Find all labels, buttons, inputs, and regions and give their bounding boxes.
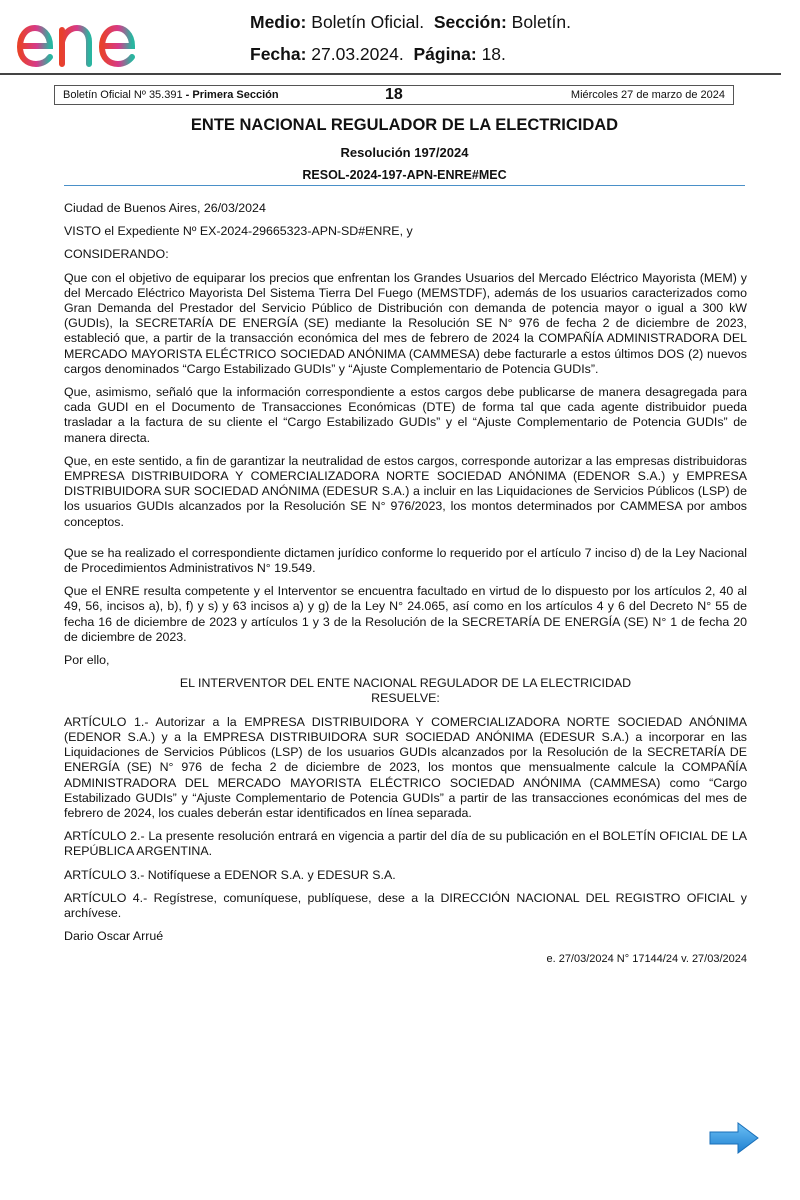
bulletin-page: 18	[385, 86, 403, 103]
paragraph: CONSIDERANDO:	[64, 247, 169, 262]
seccion-label: Sección:	[433, 12, 507, 32]
bulletin-number: Boletín Oficial Nº 35.391	[63, 89, 183, 101]
clipping-metadata	[250, 6, 571, 70]
paragraph: Que, asimismo, señaló que la información correspondiente a estos cargos debe publicarse de manera desagregada para cada GUDI en el Documento de Transacciones Económicas (DTE) de forma tal que cada agente distribuidor pueda trasladar a la factura de su cliente el “Cargo Estabilizado GUDIs” y el “Ajuste Complementario de Potencia GUDIs” de manera directa.	[64, 385, 747, 445]
paragraph: Ciudad de Buenos Aires, 26/03/2024	[64, 201, 266, 215]
seccion-value: Boletín.	[511, 12, 572, 32]
medio-value: Boletín Oficial.	[311, 12, 425, 32]
article: ARTÍCULO 1.- Autorizar a la EMPRESA DISTRIBUIDORA Y COMERCIALIZADORA NORTE SOCIEDAD ANÓNIMA (EDENOR S.A.) y a la EMPRESA DISTRIBUIDORA SUR SOCIEDAD ANÓNIMA (EDESUR S.A.) a incorporar en las Liquidaciones de Servicios Públicos (LSP) de los usuarios GUDIs alcanzados por la Resolución de la SECRETARÍA DE ENERGÍA (SE) N° 976 de fecha 2 de diciembre de 2023, los montos que mensualmente calcule la COMPAÑÍA ADMINISTRADORA DEL MERCADO MAYORISTA ELÉCTRICO SOCIEDAD ANÓNIMA (CAMMESA) como “Cargo Estabilizado GUDIs” y “Ajuste Complementario de Potencia GUDIs” a partir de las transacciones económicas del mes de febrero de 2024, los cuales deberán estar identificados en línea separada.	[64, 714, 747, 820]
bulletin-info	[63, 89, 571, 101]
medio-label: Medio:	[250, 12, 307, 32]
title-divider	[64, 185, 745, 186]
enel-logo	[14, 6, 180, 70]
publication-footer: e. 27/03/2024 N° 17144/24 v. 27/03/2024	[546, 953, 747, 966]
meta-line-1	[250, 6, 571, 38]
bulletin-date: Miércoles 27 de marzo de 2024	[570, 89, 725, 101]
paragraph: Que el ENRE resulta competente y el Interventor se encuentra facultado en virtud de lo dispuesto por los artículos 2, 40 al 49, 56, incisos a), b), f) y s) y 63 incisos a) y g) de la Ley N° 24.065, así como en los artículos 4 y 6 del Decreto N° 55 de fecha 16 de diciembre de 2023 y artículos 1 y 3 de la Resolución de la SECRETARÍA DE ENERGÍA (SE) N° 1 de fecha 20 de diciembre de 2023.	[64, 584, 747, 644]
meta-line-2	[250, 38, 571, 70]
paragraph: VISTO el Expediente Nº EX-2024-29665323-APN-SD#ENRE, y	[64, 224, 413, 239]
bulletin-section: - Primera Sección	[185, 89, 279, 101]
document-title	[64, 112, 745, 188]
pagina-value: 18.	[481, 44, 506, 64]
fecha-label: Fecha:	[250, 44, 307, 64]
resolution-code: RESOL-2024-197-APN-ENRE#MEC	[302, 168, 507, 182]
pagina-label: Página:	[413, 44, 477, 64]
paragraph: Por ello,	[64, 653, 110, 668]
resolution-number: Resolución 197/2024	[340, 145, 469, 160]
authority: EL INTERVENTOR DEL ENTE NACIONAL REGULADOR DE LA ELECTRICIDAD	[179, 676, 632, 691]
article: ARTÍCULO 2.- La presente resolución entrará en vigencia a partir del día de su publicación en el BOLETÍN OFICIAL DE LA REPÚBLICA ARGENTINA.	[64, 829, 747, 859]
paragraph: Que se ha realizado el correspondiente dictamen jurídico conforme lo requerido por el artículo 7 inciso d) de la Ley Nacional de Procedimientos Administrativos N° 19.549.	[64, 545, 747, 576]
bulletin-header	[54, 85, 734, 105]
signature: Dario Oscar Arrué	[64, 929, 164, 944]
paragraph: Que, en este sentido, a fin de garantizar la neutralidad de estos cargos, corresponde autorizar a las empresas distribuidoras EMPRESA DISTRIBUIDORA Y COMERCIALIZADORA NORTE SOCIEDAD ANÓNIMA (EDENOR S.A.) y EMPRESA DISTRIBUIDORA SUR SOCIEDAD ANÓNIMA (EDESUR S.A.) a incluir en las Liquidaciones de Servicios Públicos (LSP) de los usuarios GUDIs alcanzados por la Resolución SE N° 976/2023, los montos determinados por CAMMESA por ambos conceptos.	[64, 453, 747, 529]
entity-name: ENTE NACIONAL REGULADOR DE LA ELECTRICIDAD	[190, 116, 619, 134]
article: ARTÍCULO 4.- Regístrese, comuníquese, publíquese, dese a la DIRECCIÓN NACIONAL DEL REGISTRO OFICIAL y archívese.	[64, 890, 747, 920]
header-divider	[0, 73, 781, 75]
paragraph: Que con el objetivo de equiparar los precios que enfrentan los Grandes Usuarios del Mercado Eléctrico Mayorista (MEM) y del Mercado Eléctrico Mayorista Del Sistema Tierra Del Fuego (MEMSTDF), además de los usuarios caracterizados como Gran Demanda del Prestador del Servicio Público de Distribución con demanda de potencia mayor o igual a 300 kW (GUDIs), la SECRETARÍA DE ENERGÍA (SE) mediante la Resolución SE N° 976 de fecha 2 de diciembre de 2023, estableció que, a partir de la transacción económica del mes de febrero de 2024 la COMPAÑÍA ADMINISTRADORA DEL MERCADO MAYORISTA ELÉCTRICO SOCIEDAD ANÓNIMA (CAMMESA) debe facturarle a estos últimos DOS (2) nuevos cargos denominados “Cargo Estabilizado GUDIs” y “Ajuste Complementario de Potencia GUDIs”.	[64, 270, 747, 376]
arrow-right-icon[interactable]	[708, 1121, 760, 1155]
document-body	[64, 201, 747, 976]
fecha-value: 27.03.2024.	[311, 44, 404, 64]
article: ARTÍCULO 3.- Notifíquese a EDENOR S.A. y EDESUR S.A.	[64, 867, 396, 882]
resuelve: RESUELVE:	[371, 691, 440, 706]
